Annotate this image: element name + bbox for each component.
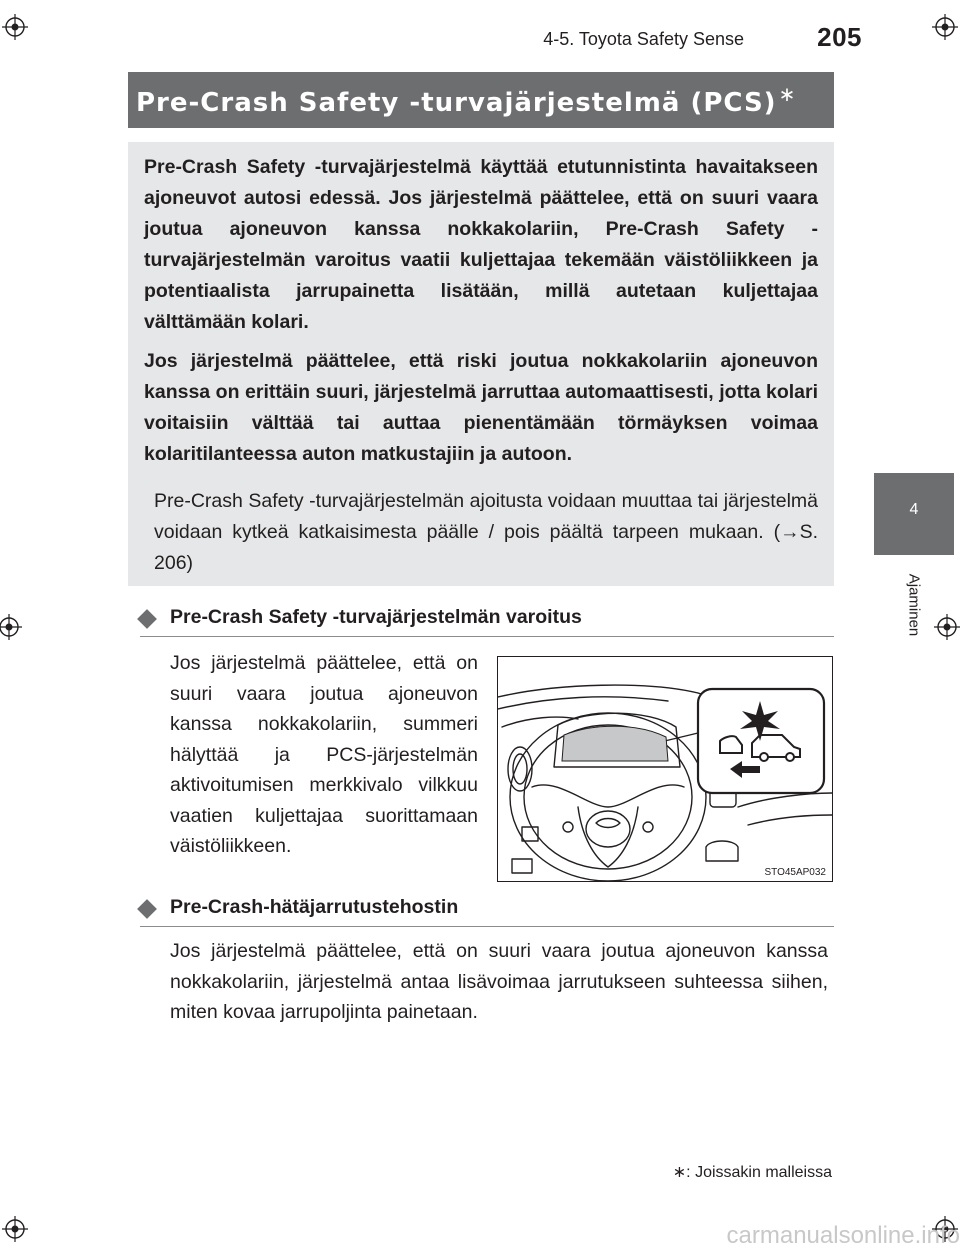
diamond-bullet-icon bbox=[137, 899, 157, 919]
diamond-bullet-icon bbox=[137, 609, 157, 629]
page-number: 205 bbox=[817, 22, 862, 52]
section-title-text: Pre-Crash Safety -turvajärjestelmä (PCS) bbox=[136, 88, 777, 118]
title-footnote-marker: ∗ bbox=[778, 82, 797, 106]
chapter-name: Ajaminen bbox=[905, 573, 923, 637]
dashboard-illustration bbox=[497, 656, 833, 882]
footnote: ∗: Joissakin malleissa bbox=[672, 1164, 832, 1181]
intro-paragraph-1: Pre-Crash Safety -turvajärjestelmä käyttää etutunnistinta havaitakseen ajoneuvot autosi edessä. Jos järjestelmä päättelee, että on suuri vaara joutua ajoneuvon kanssa nokkakolariin, Pre-Crash Safety -turvajärjestelmän varoitus vaatii kuljettajaa tekemään väistöliikkeen ja potentiaalista jarrupainetta lisätään, millä autetaan kuljettajaa välttämään kolari. bbox=[144, 156, 818, 333]
intro-paragraph-3: Pre-Crash Safety -turvajärjestelmän ajoitusta voidaan muuttaa tai järjestelmä voidaan kytkeä katkaisimesta päälle / pois päältä tarpeen mukaan. (→S. 206) bbox=[154, 490, 818, 574]
intro-box bbox=[128, 142, 834, 586]
subsection-heading-2-text: Pre-Crash-hätäjarrutustehostin bbox=[170, 896, 459, 918]
intro-paragraph-2: Jos järjestelmä päättelee, että riski joutua nokkakolariin ajoneuvon kanssa on erittäin suuri, järjestelmä jarruttaa automaattisesti, jotta kolari voitaisiin välttää tai auttaa pienentämään törmäyksen voimaa kolaritilanteessa auton matkustajiin ja autoon. bbox=[144, 350, 818, 465]
figure-code: STO45AP032 bbox=[764, 867, 826, 878]
registration-mark-bottom-left bbox=[2, 1216, 28, 1242]
watermark: carmanualsonline.info bbox=[726, 1222, 960, 1249]
registration-mark-top-left bbox=[2, 14, 28, 40]
subsection-2-body: Jos järjestelmä päättelee, että on suuri vaara joutua ajoneuvon kanssa nokkakolariin, järjestelmä antaa lisävoimaa jarrutukseen suhteessa siihen, miten kovaa jarrupoljinta painetaan. bbox=[170, 940, 828, 1023]
subsection-1-body: Jos järjestelmä päättelee, että on suuri vaara joutua ajoneuvon kanssa nokkakolariin, summeri hälyttää ja PCS-järjestelmän aktivoitumisen merkkivalo vilkkuu vaatien kuljettajaa suorittamaan väistöliikkeen. bbox=[170, 652, 478, 857]
section-title bbox=[136, 82, 796, 118]
section-title-bar bbox=[128, 72, 834, 128]
dashboard-drawing bbox=[498, 657, 832, 881]
chapter-number: 4 bbox=[909, 501, 919, 518]
chapter-name-vertical bbox=[876, 560, 952, 650]
subsection-heading-1-text: Pre-Crash Safety -turvajärjestelmän varoitus bbox=[170, 606, 582, 628]
registration-mark-top-right bbox=[932, 14, 958, 40]
chapter-tab bbox=[874, 473, 954, 555]
running-header-section: 4-5. Toyota Safety Sense bbox=[543, 29, 744, 49]
subsection-heading-2 bbox=[140, 896, 834, 927]
registration-mark-mid-left bbox=[0, 614, 22, 640]
subsection-heading-1 bbox=[140, 606, 834, 637]
